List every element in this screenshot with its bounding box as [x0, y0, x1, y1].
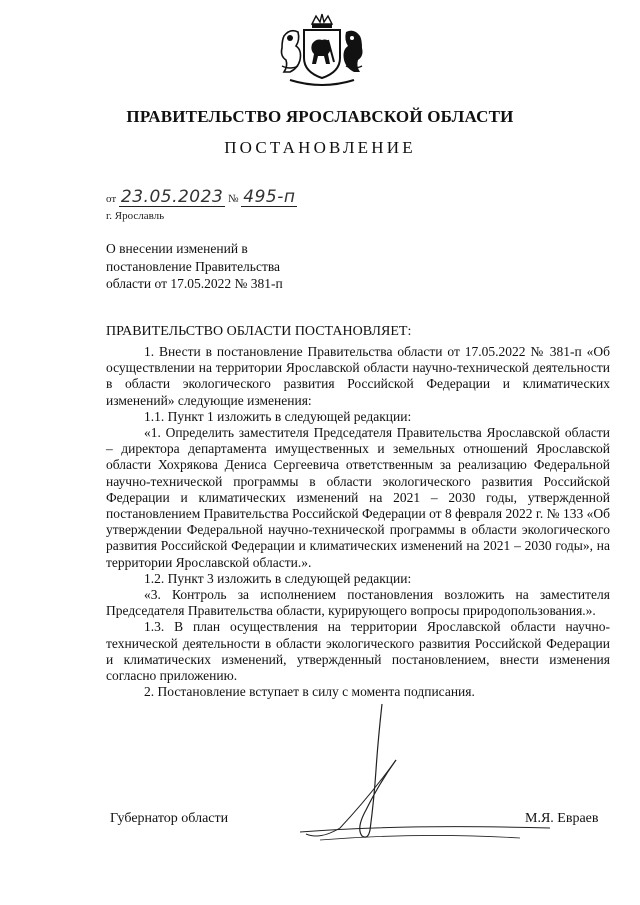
coat-of-arms-icon: [276, 10, 368, 90]
subject-line-3: области от 17.05.2022 № 381-п: [106, 276, 283, 291]
document-subject: [106, 240, 346, 293]
decree-heading: ПРАВИТЕЛЬСТВО ОБЛАСТИ ПОСТАНОВЛЯЕТ:: [106, 324, 412, 339]
paragraph-1-2: 1.2. Пункт 3 изложить в следующей редакции:: [144, 570, 412, 586]
paragraph-1: 1. Внести в постановление Правительства области от 17.05.2022 № 381-п «Об осуществлении на территории Ярославской области научно-технической деятельности в области экологического развития Российской Федерации и климатических изменений» следующие изменения:: [106, 344, 610, 408]
signatory-position: Губернатор области: [110, 811, 229, 826]
number-value: 495-п: [243, 187, 296, 207]
date-prefix: от: [106, 193, 117, 205]
date-field: [119, 187, 225, 207]
city: г. Ярославль: [106, 210, 165, 222]
paragraph-2: 2. Постановление вступает в силу с момента подписания.: [144, 684, 475, 700]
paragraph-1-3: 1.3. В план осуществления на территории Ярославской области научно-технической деятельности в области экологического развития Российской Федерации и климатических изменений, утвержденный постановлением, внести изменения согласно приложению.: [106, 619, 610, 684]
handwritten-signature: [300, 700, 560, 850]
date-number-row: [106, 187, 297, 207]
document-body: [106, 344, 610, 700]
subject-line-1: О внесении изменений в: [106, 241, 248, 256]
signatory-name: М.Я. Евраев: [525, 811, 599, 826]
paragraph-1-1-text: «1. Определить заместителя Председателя Правительства Ярославской области – директора департамента имущественных и земельных отношений Ярославской области Хохрякова Дениса Сергеевича ответственным за реализацию Федеральной научно-технической программы в области экологического развития Российской Федерации и климатических изменений на 2021 – 2030 годы, утвержденной постановлением Правительства Российской Федерации от 8 февраля 2022 г. № 133 «Об утверждении Федеральной научно-технической программы в области экологического развития Российской Федерации и климатических изменений на 2021 – 2030 годы», на территории Ярославской области.».: [106, 425, 610, 570]
date-value: 23.05.2023: [120, 187, 224, 207]
document-type: ПОСТАНОВЛЕНИЕ: [224, 138, 416, 157]
subject-line-2: постановление Правительства: [106, 258, 281, 274]
paragraph-1-2-text: «3. Контроль за исполнением постановления возложить на заместителя Председателя Правительства области, курирующего вопросы природопользования.».: [106, 587, 610, 619]
number-field: [241, 187, 297, 207]
paragraph-1-1: 1.1. Пункт 1 изложить в следующей редакции:: [144, 408, 412, 424]
government-name: ПРАВИТЕЛЬСТВО ЯРОСЛАВСКОЙ ОБЛАСТИ: [126, 107, 514, 126]
number-prefix: №: [228, 193, 239, 205]
